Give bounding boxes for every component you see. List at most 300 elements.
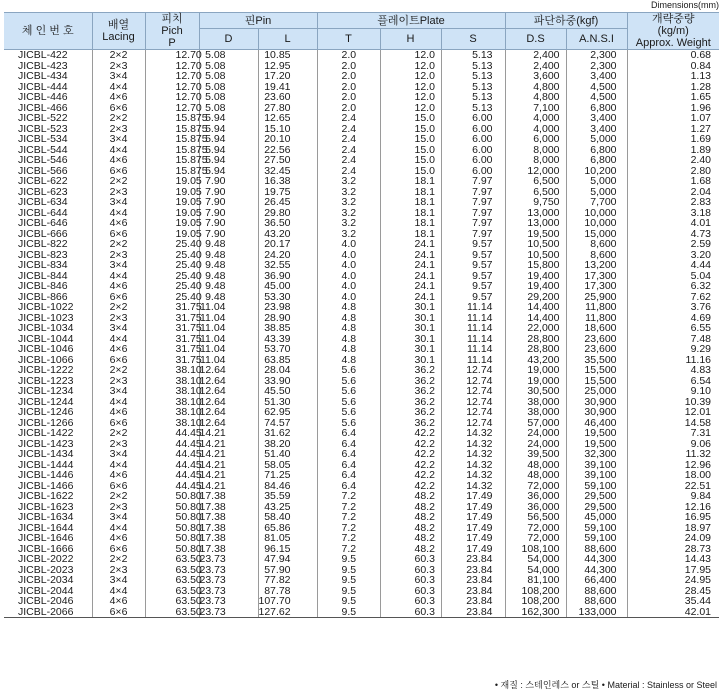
ds-cell: 4,000: [505, 124, 566, 135]
pin-l-cell: 47.94: [258, 554, 317, 565]
pin-d-cell: 17.38: [199, 502, 258, 513]
plate-h-cell: 12.0: [380, 103, 441, 114]
ansi-cell: 18,600: [566, 323, 627, 334]
pin-d-cell: 12.64: [199, 418, 258, 429]
pin-d-cell: 14.21: [199, 428, 258, 439]
plate-t-cell: 4.0: [317, 260, 380, 271]
weight-cell: 24.09: [627, 533, 719, 544]
ansi-cell: 6,800: [566, 103, 627, 114]
chain-no-cell: JICBL-1034: [18, 322, 74, 334]
weight-cell: 42.01: [627, 607, 719, 618]
plate-h-cell: 60.3: [380, 586, 441, 597]
ds-cell: 12,000: [505, 166, 566, 177]
chain-no-cell: JICBL-823: [18, 248, 68, 261]
plate-s-cell: 7.97: [441, 176, 505, 187]
plate-h-cell: 60.3: [380, 575, 441, 586]
chain-no-cell: JICBL-1634: [18, 511, 74, 523]
plate-s-cell: 17.49: [441, 544, 505, 555]
pin-l-cell: 81.05: [258, 533, 317, 544]
chain-no-cell: JICBL-446: [18, 91, 68, 103]
plate-h-cell: 48.2: [380, 502, 441, 513]
plate-s-cell: 12.74: [441, 397, 505, 408]
ds-cell: 4,800: [505, 82, 566, 93]
ds-cell: 43,200: [505, 355, 566, 366]
pitch-cell: 50.80: [145, 491, 199, 502]
ds-cell: 108,100: [505, 544, 566, 555]
pin-d-cell: 12.64: [199, 365, 258, 376]
ds-cell: 36,000: [505, 502, 566, 513]
pitch-cell: 44.45: [145, 428, 199, 439]
pin-l-cell: 20.17: [258, 239, 317, 250]
pitch-cell: 25.40: [145, 250, 199, 261]
lacing-cell: 2×3: [92, 376, 145, 387]
plate-s-cell: 7.97: [441, 218, 505, 229]
plate-h-cell: 60.3: [380, 554, 441, 565]
table-row: [4, 302, 719, 313]
pitch-cell: 25.40: [145, 281, 199, 292]
chain-no-cell: JICBL-522: [18, 112, 68, 124]
pin-d-cell: 12.64: [199, 376, 258, 387]
plate-h-cell: 18.1: [380, 176, 441, 187]
plate-s-cell: 6.00: [441, 145, 505, 156]
lacing-cell: 3×4: [92, 260, 145, 271]
table-row: [4, 554, 719, 565]
ds-cell: 54,000: [505, 565, 566, 576]
ds-cell: 13,000: [505, 208, 566, 219]
plate-s-cell: 17.49: [441, 533, 505, 544]
plate-h-cell: 48.2: [380, 491, 441, 502]
chain-no-cell: JICBL-466: [18, 101, 68, 114]
plate-h-cell: 60.3: [380, 565, 441, 576]
ds-cell: 30,500: [505, 386, 566, 397]
lacing-cell: 4×4: [92, 397, 145, 408]
plate-s-cell: 17.49: [441, 512, 505, 523]
chain-no-cell: JICBL-622: [18, 175, 68, 187]
chain-no-cell: JICBL-546: [18, 154, 68, 166]
pitch-cell: 63.50: [145, 554, 199, 565]
pin-l-cell: 43.25: [258, 502, 317, 513]
weight-cell: 6.32: [627, 281, 719, 292]
chain-no-cell: JICBL-544: [18, 143, 68, 156]
header-weight-unit: (kg/m): [657, 25, 689, 37]
plate-t-cell: 4.0: [317, 281, 380, 292]
ds-cell: 81,100: [505, 575, 566, 586]
weight-cell: 9.06: [627, 439, 719, 450]
ds-cell: 72,000: [505, 481, 566, 492]
plate-s-cell: 9.57: [441, 250, 505, 261]
lacing-cell: 3×4: [92, 512, 145, 523]
plate-h-cell: 30.1: [380, 344, 441, 355]
plate-s-cell: 12.74: [441, 386, 505, 397]
pin-d-cell: 11.04: [199, 323, 258, 334]
ds-cell: 4,800: [505, 92, 566, 103]
lacing-cell: 4×6: [92, 596, 145, 607]
ds-cell: 56,500: [505, 512, 566, 523]
header-weight: [627, 13, 719, 50]
header-weight-en: Approx. Weight: [635, 37, 711, 49]
plate-t-cell: 9.5: [317, 565, 380, 576]
header-breaking-load: 파단하중(kgf): [505, 13, 627, 29]
table-row: [4, 491, 719, 502]
plate-s-cell: 7.97: [441, 197, 505, 208]
pin-d-cell: 11.04: [199, 302, 258, 313]
plate-s-cell: 9.57: [441, 292, 505, 303]
chain-no-cell: JICBL-1644: [18, 521, 74, 534]
table-row: [4, 407, 719, 418]
chain-no-cell: JICBL-1646: [18, 532, 74, 544]
plate-h-cell: 18.1: [380, 187, 441, 198]
pitch-cell: 38.10: [145, 376, 199, 387]
lacing-cell: 6×6: [92, 292, 145, 303]
pitch-cell: 25.40: [145, 271, 199, 282]
plate-s-cell: 17.49: [441, 502, 505, 513]
ds-cell: 36,000: [505, 491, 566, 502]
pitch-cell: 15.875: [145, 166, 199, 177]
chain-no-cell: JICBL-844: [18, 269, 68, 282]
lacing-cell: 3×4: [92, 575, 145, 586]
table-row: [4, 365, 719, 376]
chain-no-cell: JICBL-444: [18, 80, 68, 93]
pin-d-cell: 5.94: [199, 155, 258, 166]
ansi-cell: 4,500: [566, 92, 627, 103]
lacing-cell: 2×3: [92, 187, 145, 198]
pitch-cell: 19.05: [145, 187, 199, 198]
chain-no-cell: JICBL-666: [18, 227, 68, 240]
chain-no-cell: JICBL-623: [18, 185, 68, 198]
plate-h-cell: 36.2: [380, 365, 441, 376]
pitch-cell: 12.70: [145, 82, 199, 93]
plate-h-cell: 36.2: [380, 407, 441, 418]
ansi-cell: 25,000: [566, 386, 627, 397]
pin-l-cell: 17.20: [258, 71, 317, 82]
pin-l-cell: 29.80: [258, 208, 317, 219]
pitch-cell: 25.40: [145, 239, 199, 250]
lacing-cell: 6×6: [92, 166, 145, 177]
plate-t-cell: 5.6: [317, 418, 380, 429]
pitch-cell: 12.70: [145, 103, 199, 114]
chain-no-cell: JICBL-1666: [18, 542, 74, 555]
plate-s-cell: 9.57: [441, 260, 505, 271]
pin-d-cell: 5.08: [199, 50, 258, 61]
pin-l-cell: 51.30: [258, 397, 317, 408]
header-pin-d: D: [199, 29, 258, 50]
ansi-cell: 6,800: [566, 145, 627, 156]
ansi-cell: 59,100: [566, 533, 627, 544]
chain-no-cell: JICBL-2046: [18, 595, 74, 607]
dimensions-unit-label: Dimensions(mm): [650, 0, 719, 10]
plate-s-cell: 12.74: [441, 418, 505, 429]
weight-cell: 6.55: [627, 323, 719, 334]
plate-t-cell: 9.5: [317, 607, 380, 618]
chain-no-cell: JICBL-2023: [18, 563, 74, 576]
plate-s-cell: 12.74: [441, 365, 505, 376]
plate-h-cell: 60.3: [380, 596, 441, 607]
weight-cell: 24.95: [627, 575, 719, 586]
ansi-cell: 13,200: [566, 260, 627, 271]
plate-s-cell: 5.13: [441, 103, 505, 114]
plate-t-cell: 2.4: [317, 145, 380, 156]
weight-cell: 1.68: [627, 176, 719, 187]
chain-no-cell: JICBL-1434: [18, 448, 74, 460]
ansi-cell: 39,100: [566, 460, 627, 471]
plate-h-cell: 12.0: [380, 71, 441, 82]
pin-l-cell: 12.95: [258, 61, 317, 72]
spec-table-body: [4, 50, 719, 618]
plate-s-cell: 23.84: [441, 554, 505, 565]
plate-s-cell: 12.74: [441, 407, 505, 418]
chain-no-cell: JICBL-1022: [18, 301, 74, 313]
ansi-cell: 3,400: [566, 124, 627, 135]
plate-t-cell: 4.8: [317, 334, 380, 345]
chain-no-cell: JICBL-1446: [18, 469, 74, 481]
ds-cell: 8,000: [505, 145, 566, 156]
plate-s-cell: 9.57: [441, 239, 505, 250]
ansi-cell: 5,000: [566, 134, 627, 145]
chain-no-cell: JICBL-634: [18, 196, 68, 208]
weight-cell: 2.40: [627, 155, 719, 166]
plate-t-cell: 2.4: [317, 134, 380, 145]
header-pitch-en: Pich: [161, 25, 183, 37]
pin-d-cell: 7.90: [199, 208, 258, 219]
pin-d-cell: 7.90: [199, 218, 258, 229]
pin-d-cell: 5.94: [199, 124, 258, 135]
ansi-cell: 45,000: [566, 512, 627, 523]
ds-cell: 22,000: [505, 323, 566, 334]
pin-l-cell: 35.59: [258, 491, 317, 502]
weight-cell: 3.76: [627, 302, 719, 313]
weight-cell: 16.95: [627, 512, 719, 523]
pitch-cell: 12.70: [145, 71, 199, 82]
plate-t-cell: 2.4: [317, 166, 380, 177]
header-pin-l: L: [258, 29, 317, 50]
ds-cell: 2,400: [505, 61, 566, 72]
header-plate-t: T: [317, 29, 380, 50]
plate-t-cell: 6.4: [317, 449, 380, 460]
pin-d-cell: 5.08: [199, 92, 258, 103]
plate-t-cell: 2.0: [317, 82, 380, 93]
weight-cell: 1.13: [627, 71, 719, 82]
ds-cell: 38,000: [505, 397, 566, 408]
plate-h-cell: 24.1: [380, 260, 441, 271]
plate-s-cell: 14.32: [441, 470, 505, 481]
plate-t-cell: 7.2: [317, 491, 380, 502]
pin-l-cell: 27.50: [258, 155, 317, 166]
pitch-cell: 15.875: [145, 113, 199, 124]
pin-l-cell: 19.75: [258, 187, 317, 198]
pin-d-cell: 5.94: [199, 166, 258, 177]
pitch-cell: 63.50: [145, 586, 199, 597]
chain-no-cell: JICBL-1444: [18, 458, 74, 471]
plate-s-cell: 6.00: [441, 124, 505, 135]
plate-t-cell: 4.0: [317, 271, 380, 282]
plate-t-cell: 2.0: [317, 71, 380, 82]
chain-no-cell: JICBL-1623: [18, 500, 74, 513]
weight-cell: 14.43: [627, 554, 719, 565]
pin-l-cell: 33.90: [258, 376, 317, 387]
plate-h-cell: 12.0: [380, 92, 441, 103]
plate-t-cell: 7.2: [317, 523, 380, 534]
chain-no-cell: JICBL-1422: [18, 427, 74, 439]
pitch-cell: 44.45: [145, 449, 199, 460]
pin-l-cell: 96.15: [258, 544, 317, 555]
pitch-cell: 38.10: [145, 365, 199, 376]
plate-h-cell: 48.2: [380, 544, 441, 555]
pitch-cell: 44.45: [145, 439, 199, 450]
weight-cell: 4.44: [627, 260, 719, 271]
plate-t-cell: 5.6: [317, 386, 380, 397]
weight-cell: 12.96: [627, 460, 719, 471]
lacing-cell: 3×4: [92, 71, 145, 82]
pitch-cell: 15.875: [145, 145, 199, 156]
pin-d-cell: 23.73: [199, 565, 258, 576]
weight-cell: 28.45: [627, 586, 719, 597]
plate-t-cell: 2.0: [317, 61, 380, 72]
pin-l-cell: 31.62: [258, 428, 317, 439]
lacing-cell: 4×6: [92, 155, 145, 166]
table-row: [4, 134, 719, 145]
ansi-cell: 15,500: [566, 376, 627, 387]
lacing-cell: 2×2: [92, 365, 145, 376]
weight-cell: 3.18: [627, 208, 719, 219]
table-row: [4, 92, 719, 103]
weight-cell: 1.07: [627, 113, 719, 124]
ds-cell: 3,600: [505, 71, 566, 82]
pitch-cell: 12.70: [145, 61, 199, 72]
pin-d-cell: 17.38: [199, 491, 258, 502]
ansi-cell: 11,800: [566, 302, 627, 313]
plate-s-cell: 23.84: [441, 565, 505, 576]
plate-t-cell: 5.6: [317, 397, 380, 408]
ansi-cell: 46,400: [566, 418, 627, 429]
ansi-cell: 59,100: [566, 481, 627, 492]
ds-cell: 54,000: [505, 554, 566, 565]
pitch-cell: 50.80: [145, 512, 199, 523]
pitch-cell: 31.75: [145, 355, 199, 366]
pin-l-cell: 26.45: [258, 197, 317, 208]
pin-l-cell: 36.50: [258, 218, 317, 229]
ansi-cell: 3,400: [566, 113, 627, 124]
plate-t-cell: 2.4: [317, 155, 380, 166]
chain-no-cell: JICBL-1622: [18, 490, 74, 502]
ansi-cell: 39,100: [566, 470, 627, 481]
table-row: [4, 260, 719, 271]
pin-d-cell: 7.90: [199, 187, 258, 198]
pitch-cell: 44.45: [145, 470, 199, 481]
pin-l-cell: 45.00: [258, 281, 317, 292]
chain-no-cell: JICBL-2044: [18, 584, 74, 597]
weight-cell: 0.84: [627, 61, 719, 72]
plate-s-cell: 6.00: [441, 113, 505, 124]
plate-t-cell: 9.5: [317, 575, 380, 586]
pitch-cell: 44.45: [145, 481, 199, 492]
pin-l-cell: 74.57: [258, 418, 317, 429]
lacing-cell: 2×2: [92, 428, 145, 439]
plate-t-cell: 4.0: [317, 239, 380, 250]
pin-l-cell: 107.70: [258, 596, 317, 607]
plate-s-cell: 9.57: [441, 271, 505, 282]
plate-h-cell: 36.2: [380, 386, 441, 397]
ansi-cell: 32,300: [566, 449, 627, 460]
header-plate: 플레이트Plate: [317, 13, 505, 29]
pin-l-cell: 19.41: [258, 82, 317, 93]
ansi-cell: 7,700: [566, 197, 627, 208]
pin-d-cell: 11.04: [199, 313, 258, 324]
pitch-cell: 31.75: [145, 302, 199, 313]
ds-cell: 39,500: [505, 449, 566, 460]
chain-no-cell: JICBL-822: [18, 238, 68, 250]
ansi-cell: 15,000: [566, 229, 627, 240]
lacing-cell: 4×6: [92, 407, 145, 418]
pin-d-cell: 23.73: [199, 554, 258, 565]
pin-l-cell: 38.85: [258, 323, 317, 334]
pitch-cell: 12.70: [145, 50, 199, 61]
table-row: [4, 113, 719, 124]
pin-d-cell: 5.08: [199, 71, 258, 82]
table-row: [4, 50, 719, 61]
plate-h-cell: 48.2: [380, 512, 441, 523]
ds-cell: 28,800: [505, 344, 566, 355]
pitch-cell: 31.75: [145, 334, 199, 345]
lacing-cell: 6×6: [92, 355, 145, 366]
plate-h-cell: 15.0: [380, 166, 441, 177]
plate-t-cell: 9.5: [317, 586, 380, 597]
pin-d-cell: 7.90: [199, 229, 258, 240]
ds-cell: 19,000: [505, 376, 566, 387]
pin-l-cell: 20.10: [258, 134, 317, 145]
lacing-cell: 2×3: [92, 439, 145, 450]
ansi-cell: 5,000: [566, 187, 627, 198]
header-weight-ko: 개략중량: [652, 13, 695, 25]
plate-t-cell: 3.2: [317, 176, 380, 187]
ansi-cell: 10,000: [566, 208, 627, 219]
plate-s-cell: 11.14: [441, 355, 505, 366]
ansi-cell: 88,600: [566, 544, 627, 555]
lacing-cell: 4×4: [92, 271, 145, 282]
pitch-cell: 63.50: [145, 575, 199, 586]
plate-h-cell: 30.1: [380, 323, 441, 334]
ansi-cell: 23,600: [566, 334, 627, 345]
pin-d-cell: 23.73: [199, 586, 258, 597]
pitch-cell: 63.50: [145, 607, 199, 618]
plate-s-cell: 6.00: [441, 155, 505, 166]
weight-cell: 12.16: [627, 502, 719, 513]
lacing-cell: 4×4: [92, 82, 145, 93]
pin-l-cell: 27.80: [258, 103, 317, 114]
pitch-cell: 50.80: [145, 544, 199, 555]
lacing-cell: 3×4: [92, 449, 145, 460]
weight-cell: 12.01: [627, 407, 719, 418]
pin-d-cell: 7.90: [199, 176, 258, 187]
pitch-cell: 63.50: [145, 596, 199, 607]
pin-l-cell: 77.82: [258, 575, 317, 586]
plate-h-cell: 18.1: [380, 208, 441, 219]
pin-d-cell: 17.38: [199, 544, 258, 555]
weight-cell: 5.04: [627, 271, 719, 282]
chain-no-cell: JICBL-1023: [18, 311, 74, 324]
pitch-cell: 38.10: [145, 397, 199, 408]
lacing-cell: 6×6: [92, 481, 145, 492]
table-row: [4, 596, 719, 607]
table-row: [4, 428, 719, 439]
plate-s-cell: 5.13: [441, 92, 505, 103]
plate-s-cell: 17.49: [441, 523, 505, 534]
chain-no-cell: JICBL-2034: [18, 574, 74, 586]
plate-s-cell: 5.13: [441, 82, 505, 93]
pin-l-cell: 28.04: [258, 365, 317, 376]
pin-l-cell: 23.60: [258, 92, 317, 103]
lacing-cell: 4×6: [92, 92, 145, 103]
weight-cell: 2.83: [627, 197, 719, 208]
